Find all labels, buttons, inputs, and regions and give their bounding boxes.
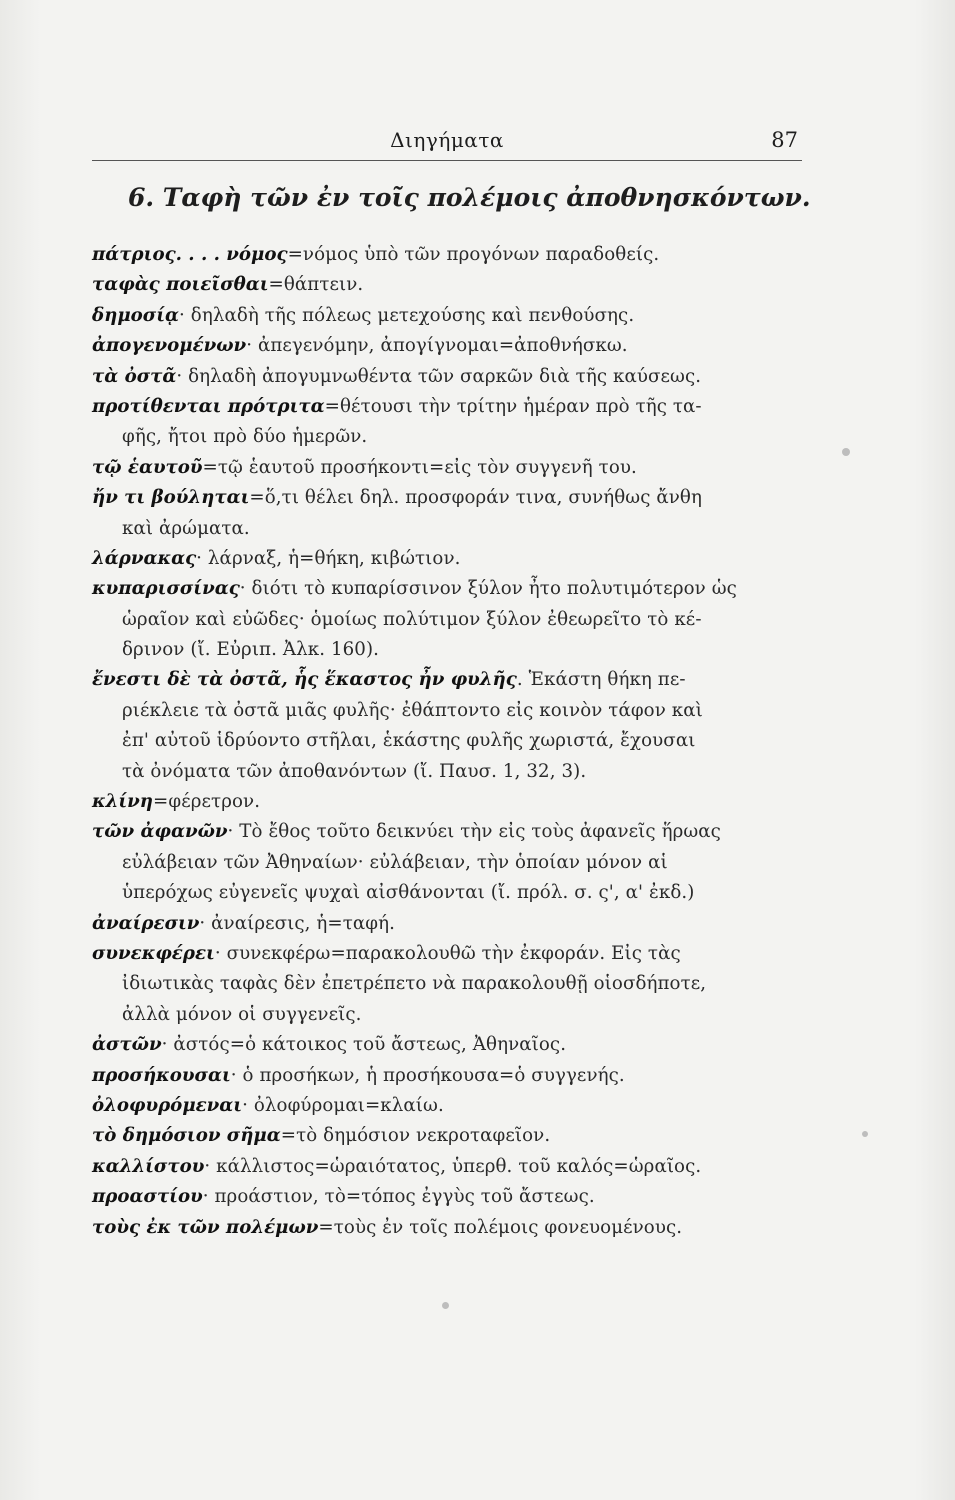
gloss-term: ἔνεστι δὲ τὰ ὀστᾶ, ἧς ἕκαστος ἦν φυλῆς xyxy=(92,669,517,691)
gloss-term: ἀπογενομένων xyxy=(92,335,247,357)
gloss-line xyxy=(0,665,955,695)
gloss-term: ἤν τι βούληται xyxy=(92,487,250,509)
gloss-line xyxy=(0,331,955,361)
gloss-line xyxy=(0,1030,955,1060)
gloss-line xyxy=(0,270,955,300)
gloss-line xyxy=(0,240,955,270)
gloss-text: ὡραῖον καὶ εὐῶδες· ὁμοίως πολύτιμον ξύλον ἐθεωρεῖτο τὸ κέ- xyxy=(122,608,702,630)
gloss-line xyxy=(0,1182,955,1212)
gloss-continuation xyxy=(0,757,955,787)
gloss-continuation xyxy=(0,514,955,544)
gloss-continuation xyxy=(0,635,955,665)
gloss-term: καλλίστου xyxy=(92,1155,205,1177)
gloss-continuation xyxy=(0,848,955,878)
section-heading: 6. Ταφὴ τῶν ἐν τοῖς πολέμοις ἀποθνησκόντων. xyxy=(128,183,811,212)
gloss-text: · διότι τὸ κυπαρίσσινον ξύλον ἦτο πολυτιμότερον ὡς xyxy=(239,578,737,600)
gloss-continuation xyxy=(0,422,955,452)
gloss-text: · προάστιον, τὸ=τόπος ἐγγὺς τοῦ ἄστεως. xyxy=(202,1186,595,1208)
gloss-text: =τὸ δημόσιον νεκροταφεῖον. xyxy=(280,1125,551,1147)
paper-speck xyxy=(862,1131,868,1137)
gloss-term: ὀλοφυρόμεναι xyxy=(92,1094,243,1116)
gloss-term: πάτριος. . . . νόμος xyxy=(92,244,288,265)
gloss-text: =θέτουσι τὴν τρίτην ἡμέραν πρὸ τῆς τα- xyxy=(324,395,702,417)
running-title: Διηγήματα xyxy=(390,128,504,152)
gloss-line xyxy=(0,1152,955,1182)
gloss-continuation xyxy=(0,969,955,999)
gloss-term: τῶν ἀφανῶν xyxy=(92,821,228,843)
gloss-term: προτίθενται πρότριτα xyxy=(92,395,325,417)
gloss-text: · ἀπεγενόμην, ἀπογίγνομαι=ἀποθνήσκω. xyxy=(246,335,628,357)
gloss-continuation xyxy=(0,726,955,756)
gloss-text: =ὅ,τι θέλει δηλ. προσφοράν τινα, συνήθως ἄνθη xyxy=(249,487,702,509)
gloss-continuation xyxy=(0,605,955,635)
gloss-line xyxy=(0,574,955,604)
paper-speck xyxy=(442,1302,449,1309)
gloss-text: =τοὺς ἐν τοῖς πολέμοις φονευομένους. xyxy=(318,1216,683,1238)
gloss-text: εὐλάβειαν τῶν Ἀθηναίων· εὐλάβειαν, τὴν ὁποίαν μόνον αἱ xyxy=(122,851,668,873)
gloss-text: · ὁ προσήκων, ἡ προσήκουσα=ὁ συγγενής. xyxy=(230,1064,625,1086)
gloss-line xyxy=(0,1091,955,1121)
gloss-term: προαστίου xyxy=(92,1186,203,1208)
gloss-term: τοὺς ἐκ τῶν πολέμων xyxy=(92,1216,319,1238)
gloss-text: καὶ ἀρώματα. xyxy=(122,517,250,539)
running-head xyxy=(92,128,802,161)
gloss-text: . Ἑκάστη θήκη πε- xyxy=(516,669,686,691)
page-number: 87 xyxy=(771,128,798,152)
gloss-line xyxy=(0,939,955,969)
gloss-text: ἐπ' αὐτοῦ ἱδρύοντο στῆλαι, ἑκάστης φυλῆς χωριστά, ἔχουσαι xyxy=(122,730,696,752)
gloss-term: τὸ δημόσιον σῆμα xyxy=(92,1125,281,1147)
gloss-line xyxy=(0,362,955,392)
gloss-line xyxy=(0,787,955,817)
gloss-text: · κάλλιστος=ὡραιότατος, ὑπερθ. τοῦ καλός=ὡραῖος. xyxy=(204,1155,702,1177)
gloss-text: · ὀλοφύρομαι=κλαίω. xyxy=(242,1094,444,1116)
gloss-term: τῷ ἑαυτοῦ xyxy=(92,456,203,478)
gloss-term: κυπαρισσίνας xyxy=(92,578,240,600)
gloss-text: =θάπτειν. xyxy=(268,274,364,296)
gloss-text: =νόμος ὑπὸ τῶν προγόνων παραδοθείς. xyxy=(287,244,660,265)
gloss-text: =φέρετρον. xyxy=(153,791,261,813)
gloss-text: · Τὸ ἔθος τοῦτο δεικνύει τὴν εἰς τοὺς ἀφανεῖς ἥρωας xyxy=(227,821,721,843)
gloss-line xyxy=(0,301,955,331)
gloss-text: · ἀστός=ὁ κάτοικος τοῦ ἄστεως, Ἀθηναῖος. xyxy=(161,1034,567,1056)
gloss-text: · δηλαδὴ ἀπογυμνωθέντα τῶν σαρκῶν διὰ τῆς καύσεως. xyxy=(176,365,702,387)
gloss-list xyxy=(0,240,955,1243)
gloss-term: κλίνη xyxy=(92,791,154,813)
gloss-term: τὰ ὀστᾶ xyxy=(92,365,177,387)
gloss-term: προσήκουσαι xyxy=(92,1064,231,1086)
gloss-line xyxy=(0,1121,955,1151)
gloss-term: λάρνακας xyxy=(92,547,197,569)
gloss-text: ἰδιωτικὰς ταφὰς δὲν ἐπετρέπετο νὰ παρακολουθῇ οἱοσδήποτε, xyxy=(122,973,707,995)
gloss-text: δρινον (ἴ. Εὐριπ. Ἀλκ. 160). xyxy=(122,639,380,661)
gloss-term: ἀναίρεσιν xyxy=(92,912,200,934)
gloss-text: =τῷ ἑαυτοῦ προσήκοντι=εἰς τὸν συγγενῆ του. xyxy=(202,456,637,478)
gloss-line xyxy=(0,483,955,513)
gloss-line xyxy=(0,392,955,422)
gloss-term: συνεκφέρει xyxy=(92,942,215,964)
gloss-continuation xyxy=(0,1000,955,1030)
gloss-text: · συνεκφέρω=παρακολουθῶ τὴν ἐκφοράν. Εἰς τὰς xyxy=(214,942,681,964)
gloss-line xyxy=(0,453,955,483)
gloss-line xyxy=(0,1213,955,1243)
gloss-term: ἀστῶν xyxy=(92,1034,162,1056)
gloss-text: ὑπερόχως εὐγενεῖς ψυχαὶ αἰσθάνονται (ἴ. πρόλ. σ. ς', α' ἐκδ.) xyxy=(122,882,695,904)
gloss-text: ἀλλὰ μόνον οἱ συγγενεῖς. xyxy=(122,1003,362,1025)
gloss-text: τὰ ὀνόματα τῶν ἀποθανόντων (ἴ. Παυσ. 1, 32, 3). xyxy=(122,760,587,782)
gloss-text: · λάρναξ, ἡ=θήκη, κιβώτιον. xyxy=(196,547,461,569)
gloss-term: ταφὰς ποιεῖσθαι xyxy=(92,274,269,296)
gloss-text: ριέκλειε τὰ ὀστᾶ μιᾶς φυλῆς· ἐθάπτοντο εἰς κοινὸν τάφον καὶ xyxy=(122,699,703,721)
gloss-continuation xyxy=(0,696,955,726)
gloss-line xyxy=(0,817,955,847)
gloss-text: · ἀναίρεσις, ἡ=ταφή. xyxy=(199,912,396,934)
gloss-line xyxy=(0,1061,955,1091)
paper-speck xyxy=(842,448,850,456)
gloss-text: · δηλαδὴ τῆς πόλεως μετεχούσης καὶ πενθούσης. xyxy=(179,304,635,326)
gloss-line xyxy=(0,544,955,574)
gloss-continuation xyxy=(0,878,955,908)
gloss-term: δημοσίᾳ xyxy=(92,304,180,326)
gloss-line xyxy=(0,909,955,939)
gloss-text: φῆς, ἤτοι πρὸ δύο ἡμερῶν. xyxy=(122,426,368,448)
